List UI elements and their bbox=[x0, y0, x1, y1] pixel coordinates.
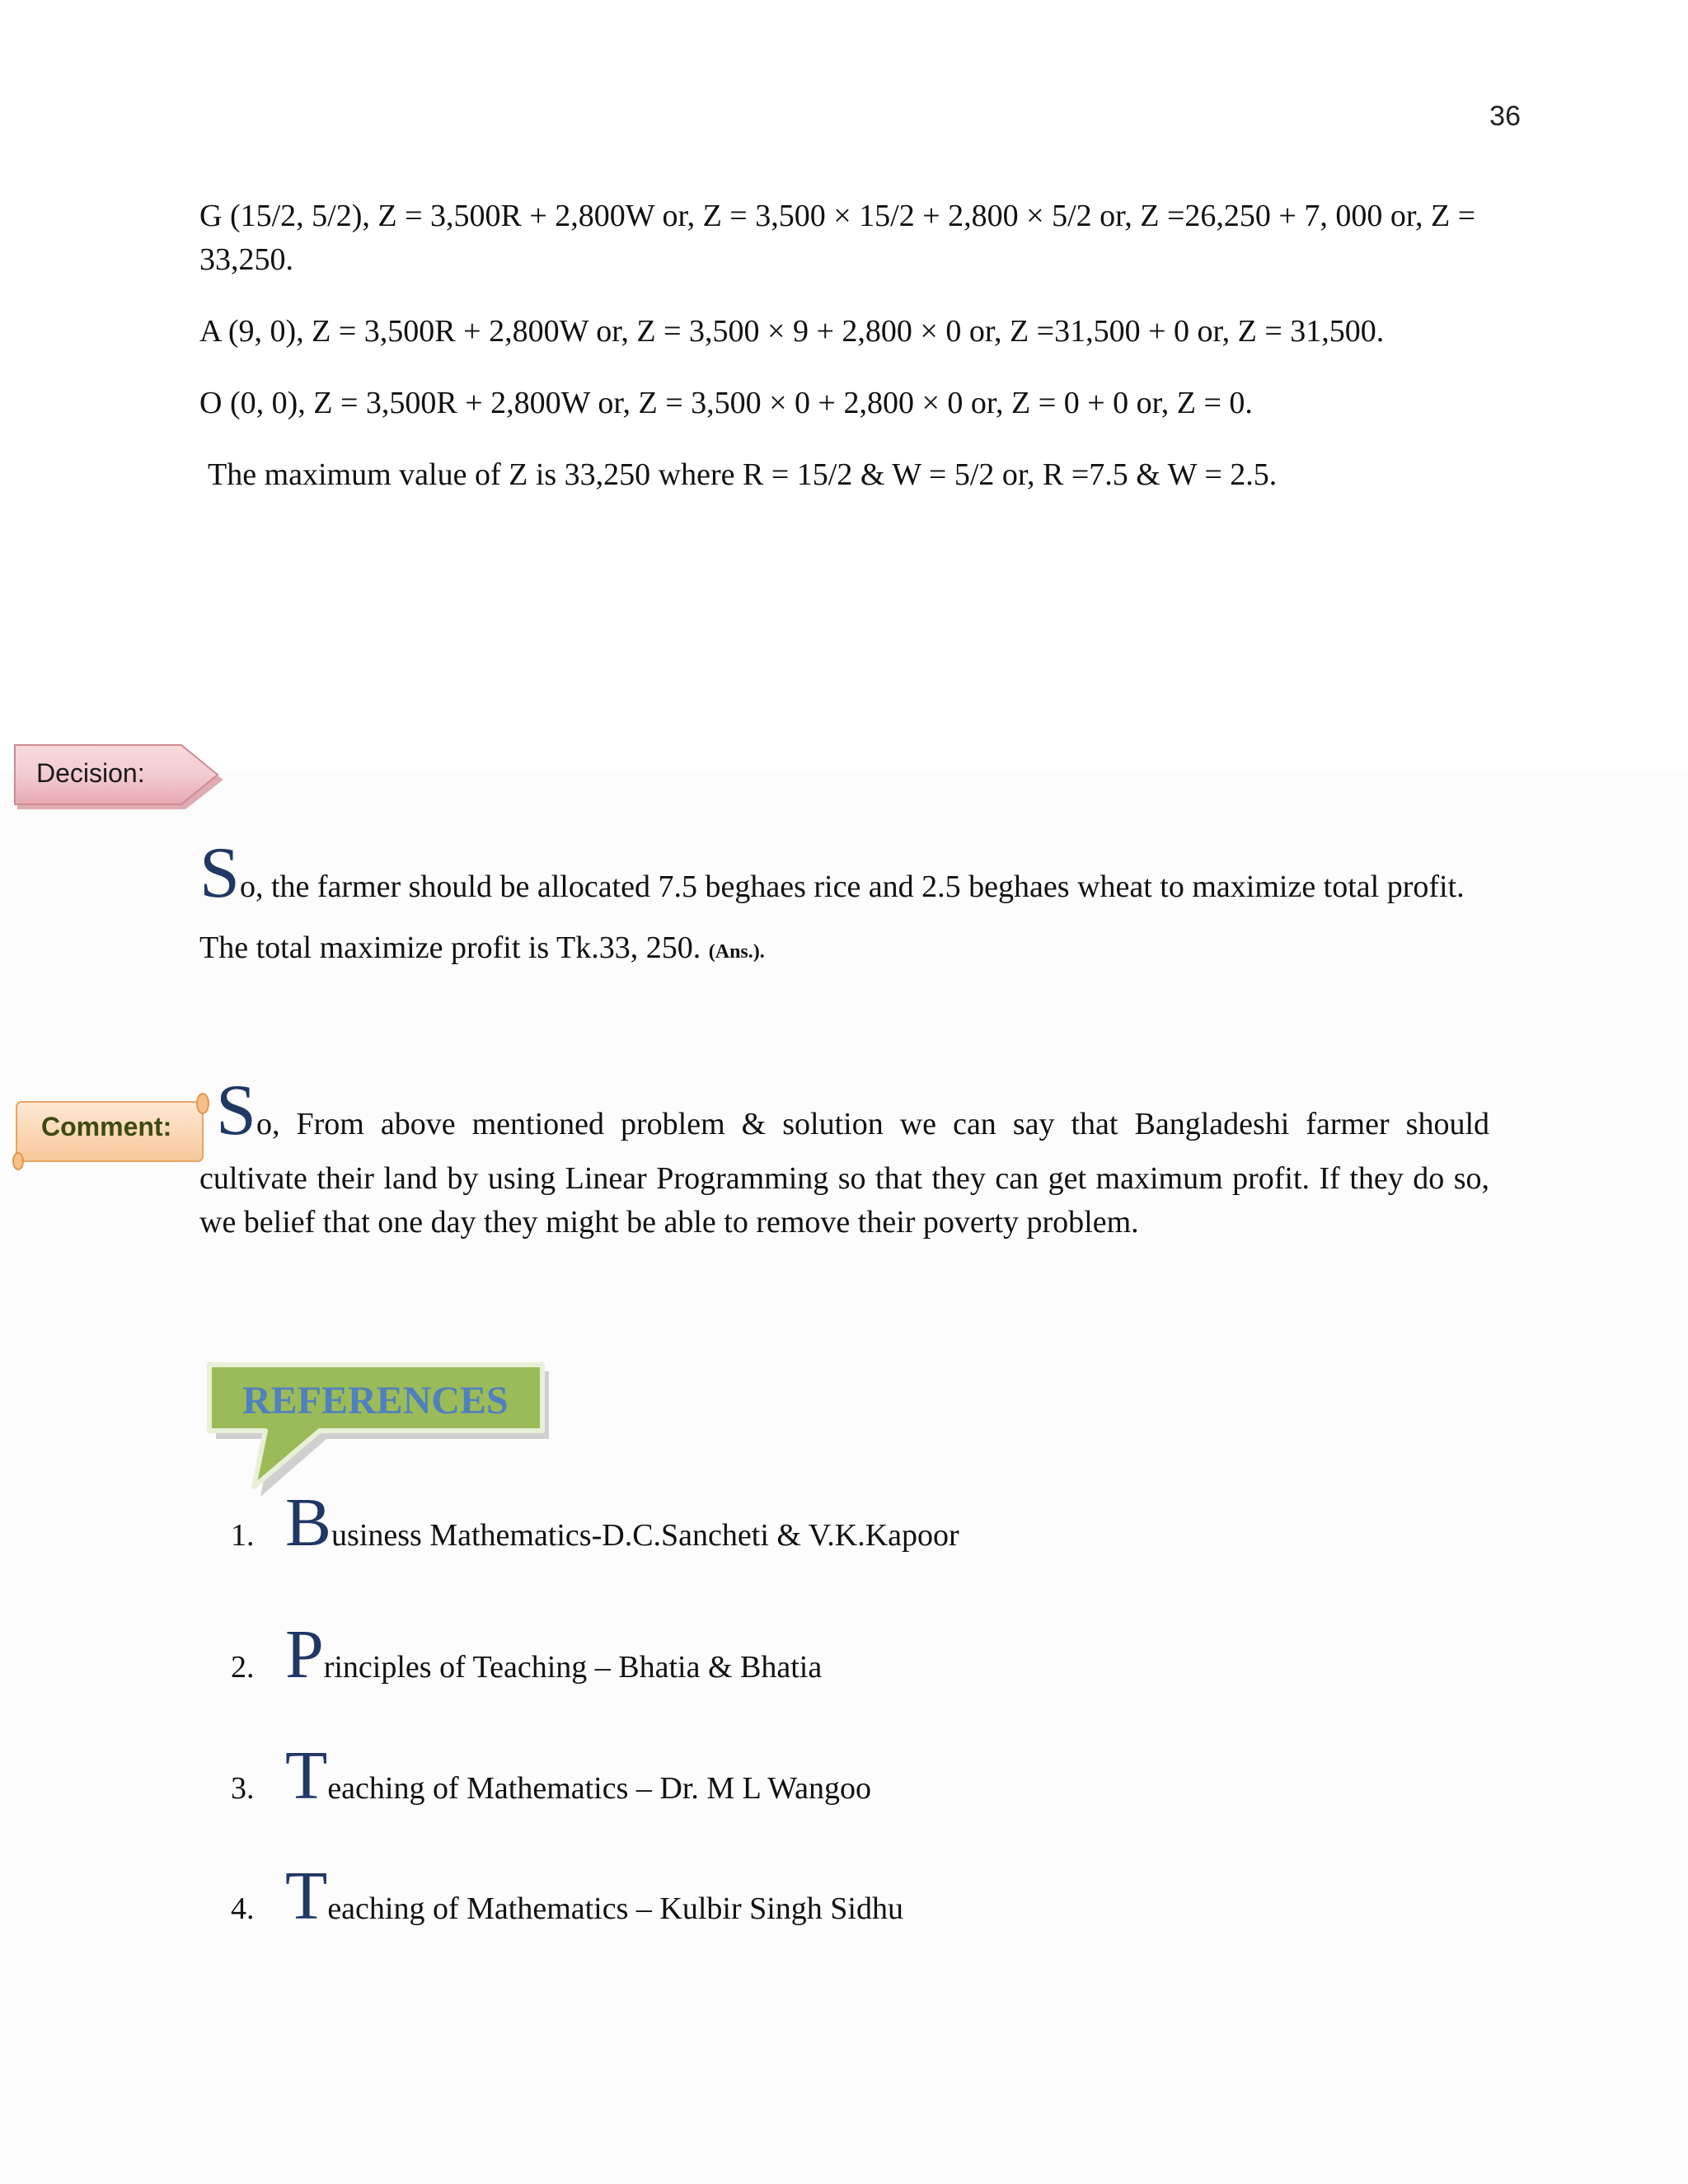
reference-item bbox=[231, 1858, 903, 1934]
reference-dropcap: T bbox=[285, 1737, 328, 1814]
reference-text: rinciples of Teaching – Bhatia & Bhatia bbox=[323, 1650, 823, 1685]
reference-dropcap: P bbox=[285, 1616, 324, 1693]
reference-number: 1. bbox=[231, 1518, 255, 1553]
decision-dropcap: S bbox=[199, 833, 240, 913]
decision-paragraph bbox=[199, 833, 1489, 982]
reference-dropcap: B bbox=[285, 1484, 332, 1561]
comment-first-line-text: o, From above mentioned problem & solution we can say that Bangladeshi farmer should bbox=[256, 1107, 1489, 1141]
comment-paragraph bbox=[199, 1071, 1489, 1244]
comment-rest-text: cultivate their land by using Linear Programming so that they can get maximum profit. If they do so, we belief that one day they might be able to remove their poverty problem. bbox=[199, 1161, 1489, 1240]
page-number: 36 bbox=[1489, 101, 1521, 132]
reference-item bbox=[231, 1616, 823, 1693]
calculation-point-a: A (9, 0), Z = 3,500R + 2,800W or, Z = 3,500 × 9 + 2,800 × 0 or, Z =31,500 + 0 or, Z = 31,500. bbox=[199, 314, 1385, 349]
reference-number: 2. bbox=[231, 1650, 255, 1685]
calculation-point-o: O (0, 0), Z = 3,500R + 2,800W or, Z = 3,500 × 0 + 2,800 × 0 or, Z = 0 + 0 or, Z = 0. bbox=[199, 386, 1253, 420]
reference-dropcap: T bbox=[285, 1858, 328, 1934]
references-heading-badge bbox=[201, 1360, 551, 1508]
reference-text: eaching of Mathematics – Kulbir Singh Sidhu bbox=[327, 1891, 903, 1926]
maximum-value-statement: The maximum value of Z is 33,250 where R = 15/2 & W = 5/2 or, R =7.5 & W = 2.5. bbox=[208, 457, 1278, 492]
decision-tag bbox=[12, 740, 226, 816]
reference-number: 4. bbox=[231, 1891, 255, 1926]
reference-text: eaching of Mathematics – Dr. M L Wangoo bbox=[327, 1771, 871, 1806]
references-heading: REFERENCES bbox=[242, 1379, 509, 1422]
reference-text: usiness Mathematics-D.C.Sancheti & V.K.Kapoor bbox=[331, 1518, 959, 1553]
reference-item bbox=[231, 1484, 959, 1561]
comment-tag bbox=[12, 1092, 209, 1171]
decision-label: Decision: bbox=[36, 758, 145, 788]
comment-dropcap: S bbox=[216, 1071, 256, 1151]
answer-marker: (Ans.). bbox=[708, 941, 765, 963]
calculation-point-g: G (15/2, 5/2), Z = 3,500R + 2,800W or, Z = 3,500 × 15/2 + 2,800 × 5/2 or, Z =26,250 + 7, 000 or, Z = 33,250. bbox=[199, 199, 1476, 277]
reference-number: 3. bbox=[231, 1771, 255, 1806]
comment-label: Comment: bbox=[41, 1112, 172, 1141]
decision-text: o, the farmer should be allocated 7.5 beghaes rice and 2.5 beghaes wheat to maximize total profit. The total maximize profit is Tk.33, 250. bbox=[199, 869, 1465, 965]
reference-item bbox=[231, 1737, 871, 1814]
comment-first-line bbox=[199, 1071, 1489, 1157]
